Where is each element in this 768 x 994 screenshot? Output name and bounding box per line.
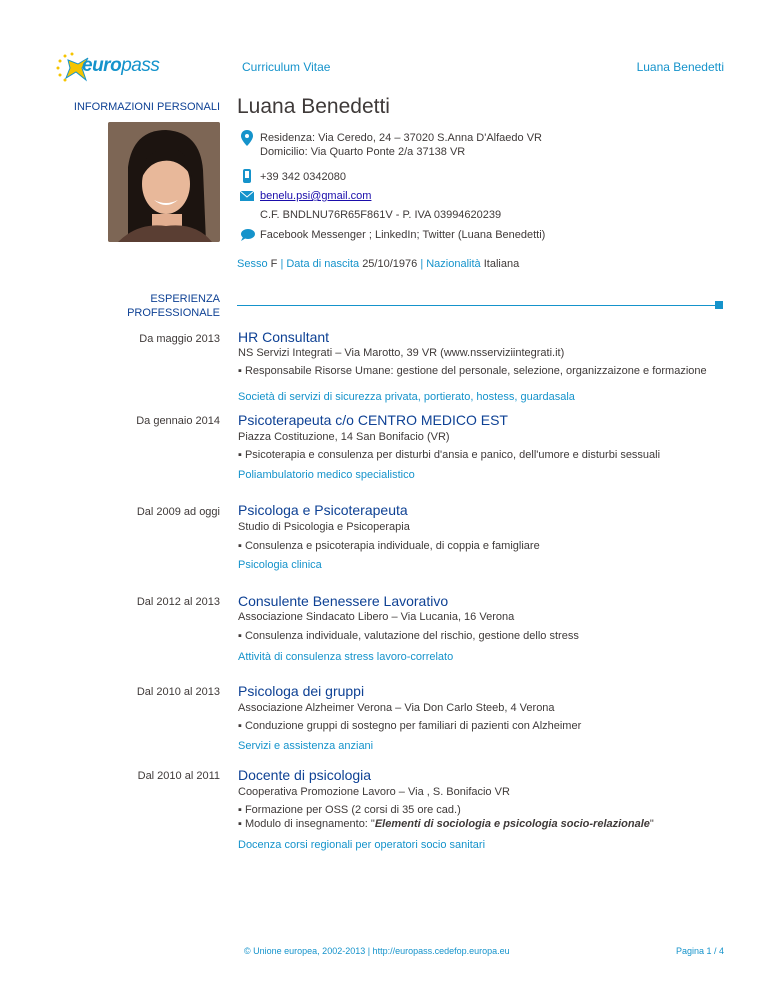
profile-photo <box>108 122 220 242</box>
job-bullet: ▪ Psicoterapia e consulenza per disturbi d'ansia e panico, dell'umore e disturbi sessuali <box>238 449 661 461</box>
job-date: Dal 2010 al 2011 <box>137 770 220 782</box>
job-bullet: ▪ Consulenza e psicoterapia individuale, di coppia e famigliare <box>238 540 540 552</box>
phone-icon <box>240 169 254 183</box>
job-sector: Società di servizi di sicurezza privata, portierato, hostess, guardasala <box>238 391 575 403</box>
job-sector: Docenza corsi regionali per operatori socio sanitari <box>238 839 486 851</box>
job-employer: Studio di Psicologia e Psicoperapia <box>238 521 410 533</box>
job-employer: Associazione Alzheimer Verona – Via Don Carlo Steeb, 4 Verona <box>238 702 555 714</box>
job-employer: Associazione Sindacato Libero – Via Lucania, 16 Verona <box>238 611 515 623</box>
header-person-name: Luana Benedetti <box>636 60 724 74</box>
job-bullet: ▪ Consulenza individuale, valutazione del rischio, gestione dello stress <box>238 630 579 642</box>
document-title: Curriculum Vitae <box>242 60 331 74</box>
job-sector: Poliambulatorio medico specialistico <box>238 469 415 481</box>
job-sector: Attività di consulenza stress lavoro-correlato <box>238 651 454 663</box>
messaging-accounts: Facebook Messenger ; LinkedIn; Twitter (Luana Benedetti) <box>260 229 546 241</box>
job-title: Psicoterapeuta c/o CENTRO MEDICO EST <box>238 412 508 428</box>
section-label-experience: ESPERIENZA PROFESSIONALE <box>127 293 220 319</box>
job-employer: Cooperativa Promozione Lavoro – Via , S. Bonifacio VR <box>238 786 510 798</box>
job-bullet: ▪ Responsabile Risorse Umane: gestione del personale, selezione, organizzaizone e formazione <box>238 365 707 377</box>
fiscal-code: C.F. BNDLNU76R65F861V - P. IVA 03994620239 <box>260 209 502 221</box>
location-pin-icon <box>240 130 254 144</box>
job-employer: Piazza Costituzione, 14 San Bonifacio (VR) <box>238 431 450 443</box>
job-title: Psicologa e Psicoterapeuta <box>238 502 408 518</box>
europass-wordmark: europass <box>82 55 160 76</box>
job-title: Psicologa dei gruppi <box>238 683 365 699</box>
job-bullet: ▪ Formazione per OSS (2 corsi di 35 ore cad.) <box>238 804 461 816</box>
email-link[interactable]: benelu.psi@gmail.com <box>260 190 372 202</box>
job-date: Da gennaio 2014 <box>136 415 220 427</box>
section-divider <box>237 305 715 306</box>
personal-details-line: Sesso F | Data di nascita 25/10/1976 | Nazionalità Italiana <box>237 258 520 270</box>
footer-copyright: © Unione europea, 2002-2013 | http://europass.cedefop.europa.eu <box>244 946 510 956</box>
job-date: Da maggio 2013 <box>139 333 220 345</box>
residence-address: Residenza: Via Ceredo, 24 – 37020 S.Anna D'Alfaedo VR <box>260 132 542 144</box>
job-sector: Servizi e assistenza anziani <box>238 740 374 752</box>
job-date: Dal 2009 ad oggi <box>136 506 220 518</box>
job-sector: Psicologia clinica <box>238 559 322 571</box>
phone-number: +39 342 0342080 <box>260 171 346 183</box>
job-title: Docente di psicologia <box>238 767 372 783</box>
email-icon <box>240 189 254 203</box>
job-title: HR Consultant <box>238 329 330 345</box>
job-date: Dal 2012 al 2013 <box>136 596 220 608</box>
section-divider-marker <box>715 301 723 309</box>
job-bullet-module: ▪ Modulo di insegnamento: "Elementi di sociologia e psicologia socio-relazionale" <box>238 818 654 830</box>
job-bullet: ▪ Conduzione gruppi di sostegno per familiari di pazienti con Alzheimer <box>238 720 582 732</box>
footer-page-number: Pagina 1 / 4 <box>675 946 724 956</box>
section-label-personal: INFORMAZIONI PERSONALI <box>73 101 220 113</box>
chat-icon <box>240 228 254 242</box>
job-title: Consulente Benessere Lavorativo <box>238 593 449 609</box>
person-name: Luana Benedetti <box>237 95 390 118</box>
domicile-address: Domicilio: Via Quarto Ponte 2/a 37138 VR <box>260 146 466 158</box>
job-date: Dal 2010 al 2013 <box>136 686 220 698</box>
job-employer: NS Servizi Integrati – Via Marotto, 39 VR (www.nsserviziintegrati.it) <box>238 347 565 359</box>
